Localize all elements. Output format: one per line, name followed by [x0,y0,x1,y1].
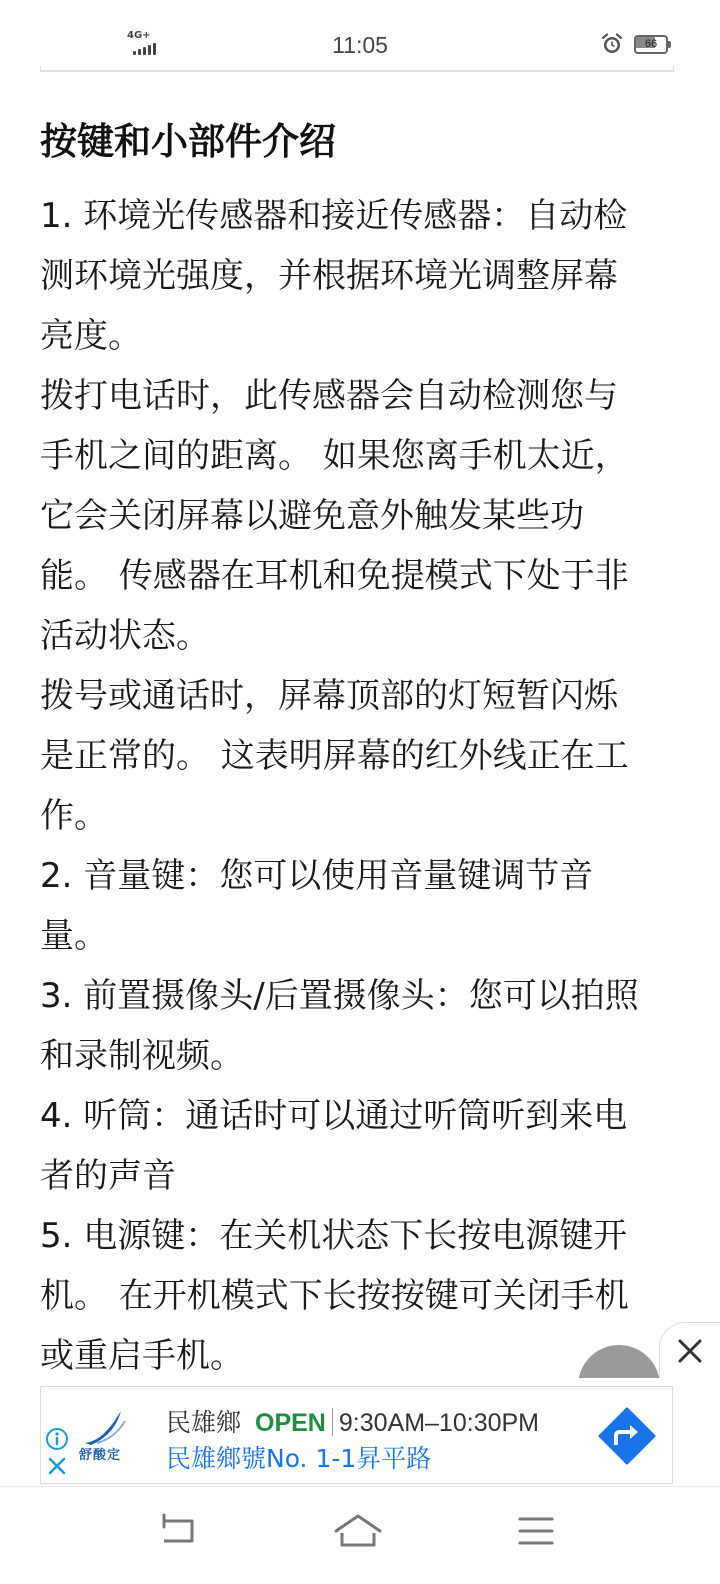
back-icon[interactable] [154,1511,202,1551]
network-type: 4G+ [127,30,151,41]
status-bar [0,0,720,88]
battery-icon [634,35,672,54]
article-line: 4. 听筒：通话时可以通过听筒听到来电 [40,1096,628,1136]
info-icon[interactable] [45,1427,69,1451]
article-body [40,186,680,1386]
article [40,110,680,1386]
article-line: 活动状态。 [40,616,210,656]
article-line: 拨号或通话时，屏幕顶部的灯短暂闪烁 [40,676,618,716]
alarm-clock-icon [600,32,624,56]
ad-dismiss-button[interactable] [659,1322,720,1380]
home-icon[interactable] [332,1511,384,1551]
menu-icon[interactable] [516,1511,564,1551]
article-line: 测环境光强度，并根据环境光调整屏幕 [40,256,618,296]
article-line: 机。 在开机模式下长按按键可关闭手机 [40,1276,629,1316]
article-line: 作。 [40,796,108,836]
article-line: 它会关闭屏幕以避免意外触发某些功 [40,496,584,536]
business-name: 民雄鄉 [166,1408,242,1437]
article-line: 3. 前置摄像头/后置摄像头：您可以拍照 [40,976,639,1016]
article-line: 是正常的。 这表明屏幕的红外线正在工 [40,736,629,776]
business-hours: 9:30AM–10:30PM [338,1409,539,1437]
brand-logo-text: 舒酸定 [79,1448,122,1463]
article-line: 1. 环境光传感器和接近传感器：自动检 [40,196,628,236]
directions-button[interactable] [598,1407,656,1465]
ad-close-icon[interactable] [46,1455,68,1477]
business-info [166,1403,539,1437]
open-status: OPEN [255,1409,326,1437]
close-icon [676,1337,704,1365]
navigation-bar [0,1486,720,1584]
article-line: 5. 电源键：在关机状态下长按电源键开 [40,1216,628,1256]
article-line: 或重启手机。 [40,1336,244,1376]
article-line: 手机之间的距离。 如果您离手机太近， [40,436,629,476]
status-time: 11:05 [332,32,388,58]
battery-level: 66 [644,38,658,50]
page-top-edge [40,66,674,72]
article-title: 按键和小部件介绍 [40,120,336,163]
article-line: 亮度。 [40,316,142,356]
article-line: 者的声音 [40,1156,176,1196]
ad-banner[interactable] [40,1386,673,1484]
article-line: 拨打电话时，此传感器会自动检测您与 [40,376,618,416]
directions-icon [598,1407,656,1465]
article-line: 能。 传感器在耳机和免提模式下处于非 [40,556,629,596]
article-line: 量。 [40,916,108,956]
business-address[interactable]: 民雄鄉號No. 1-1昇平路 [166,1444,432,1473]
article-line: 和录制视频。 [40,1036,244,1076]
article-line: 2. 音量键：您可以使用音量键调节音 [40,856,594,896]
